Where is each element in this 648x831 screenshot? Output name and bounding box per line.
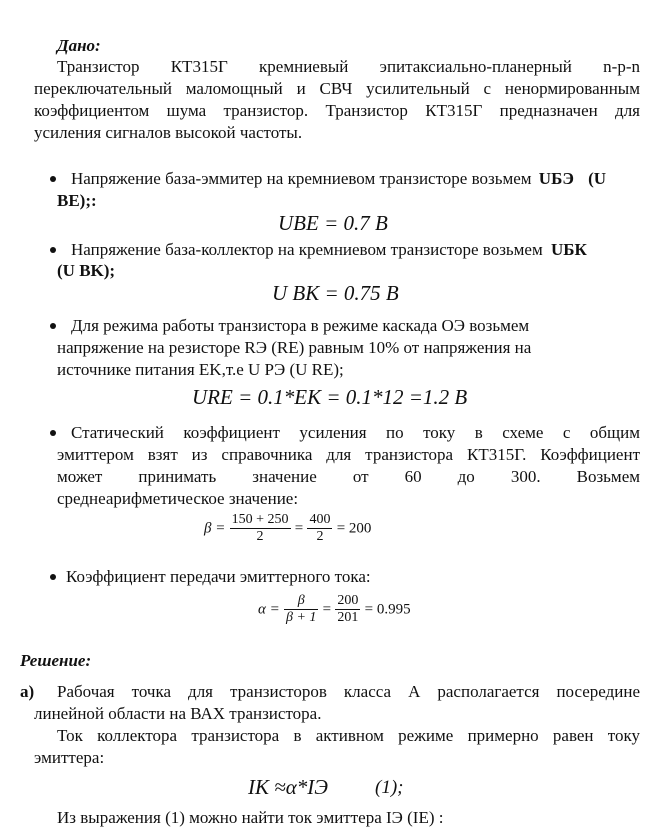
given-heading: Дано: bbox=[57, 36, 101, 55]
bullet3-line3: источнике питания EK,т.е U РЭ (U RE); bbox=[57, 360, 344, 379]
bullet-dot bbox=[50, 574, 56, 580]
bullet-dot bbox=[50, 176, 56, 182]
equation-number: (1); bbox=[375, 777, 404, 798]
part-a-line3: Ток коллектора транзистора в активном режиме примерно равен току bbox=[57, 726, 640, 745]
solution-heading: Решение: bbox=[20, 651, 92, 670]
intro-line-3: коэффициентом шума транзистор. Транзистор КТ315Г предназначен для bbox=[34, 101, 640, 120]
ubk-symbol: UБК bbox=[550, 240, 587, 259]
formula-ubk: U BK = 0.75 В bbox=[272, 281, 399, 305]
bullet4-line3: может принимать значение от 60 до 300. Возьмем bbox=[57, 467, 640, 486]
bullet3-line1: Для режима работы транзистора в режиме каскада ОЭ возьмем bbox=[71, 316, 530, 335]
bullet1-text: Напряжение база-эммитер на кремниевом транзисторе возьмем UБЭ (U bbox=[71, 169, 607, 188]
part-a-line1: Рабочая точка для транзисторов класса А располагается посередине bbox=[57, 682, 640, 701]
formula-alpha: α = $\frac{\beta}{\beta + 1}$ = $\frac{200}{201}$ = 0.995 bbox=[258, 593, 411, 625]
intro-line-2: переключательный маломощный и СВЧ усилительный с ненормированным bbox=[34, 79, 640, 98]
bullet4-line4: среднеарифметическое значение: bbox=[57, 489, 299, 508]
bullet3-line2: напряжение на резисторе RЭ (RE) равным 10% от напряжения на bbox=[57, 338, 532, 357]
formula-ube: UBE = 0.7 В bbox=[278, 211, 388, 235]
bullet4-line1: Статический коэффициент усиления по току в схеме с общим bbox=[71, 423, 640, 442]
formula-ik: IK ≈α*IЭ bbox=[248, 775, 329, 799]
bullet-dot bbox=[50, 430, 56, 436]
bullet2-line2: (U BK); bbox=[57, 261, 116, 280]
bullet5-line: Коэффициент передачи эмиттерного тока: bbox=[66, 567, 371, 586]
bullet2-text: Напряжение база-коллектор на кремниевом транзисторе возьмем UБК bbox=[71, 240, 587, 259]
bullet1-line2: BE);: bbox=[57, 191, 97, 210]
formula-ure: URE = 0.1*EK = 0.1*12 =1.2 В bbox=[192, 385, 468, 409]
part-a-label: а) bbox=[20, 682, 35, 701]
part-a-line4: эмиттера: bbox=[34, 748, 105, 767]
part-a-line5: Из выражения (1) можно найти ток эмиттера IЭ (IE) : bbox=[57, 808, 444, 827]
ube-symbol: UБЭ bbox=[538, 169, 574, 188]
bullet4-line2: эмиттером взят из справочника для транзистора КТ315Г. Коэффициент bbox=[57, 445, 640, 464]
formula-beta: β = $\frac{150 + 250}{2}$ = $\frac{400}{2}$ = 200 bbox=[204, 512, 372, 544]
bullet-dot bbox=[50, 323, 56, 329]
intro-line-1: Транзистор КТ315Г кремниевый эпитаксиально-планерный n-p-n bbox=[57, 57, 640, 76]
part-a-line2: линейной области на ВАХ транзистора. bbox=[34, 704, 322, 723]
bullet-dot bbox=[50, 247, 56, 253]
intro-line-4: усиления сигналов высокой частоты. bbox=[34, 123, 303, 142]
